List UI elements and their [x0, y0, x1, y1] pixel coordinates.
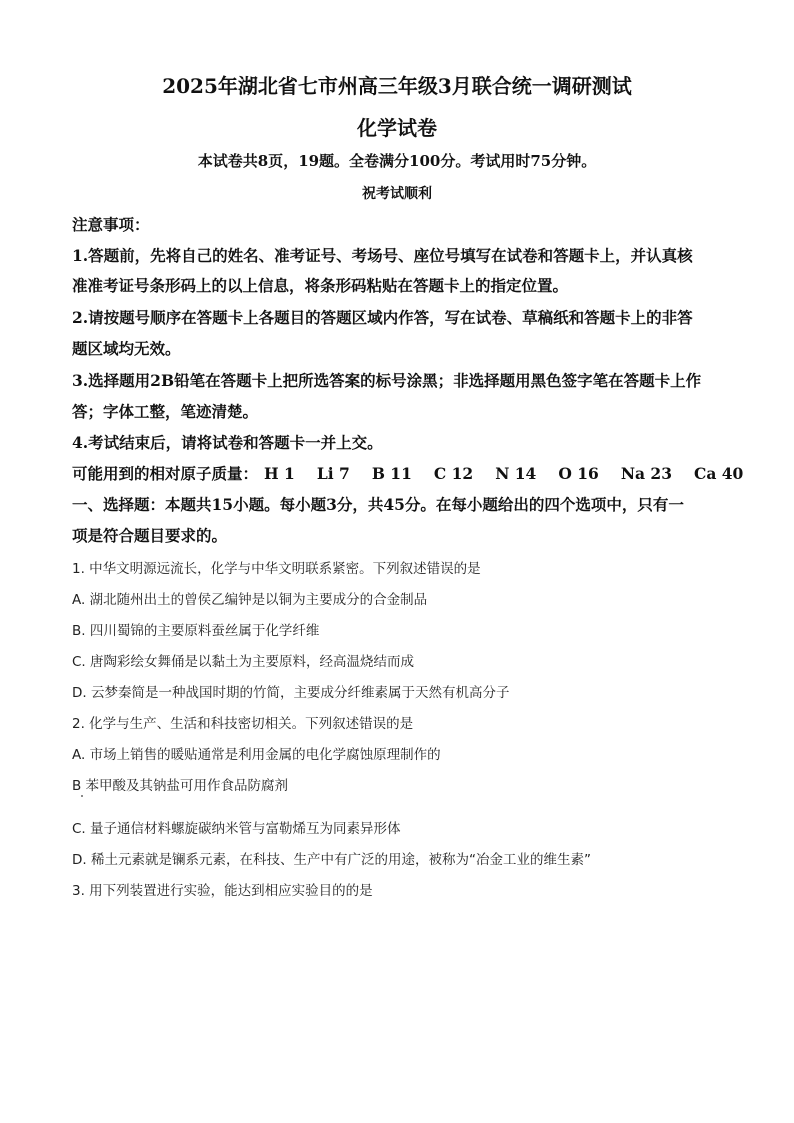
section-heading: 一、选择题：本题共15小题。每小题3分，共45分。在每小题给出的四个选项中，只有一 — [72, 495, 684, 514]
question-stem: 3. 用下列装置进行实验，能达到相应实验目的的是 — [72, 883, 373, 899]
notice-line: 2.请按题号顺序在答题卡上各题目的答题区域内作答，写在试卷、草稿纸和答题卡上的非答 — [72, 308, 693, 327]
atomic-mass-item: N 14 — [495, 464, 537, 483]
atomic-mass-label: 可能用到的相对原子质量： — [72, 464, 259, 483]
question-option: B 苯甲酸及其钠盐可用作食品防腐剂 — [72, 778, 289, 794]
atomic-mass-item: Na 23 — [620, 464, 672, 483]
notice-line: 题区域均无效。 — [72, 339, 181, 358]
question-option: A. 市场上销售的暖贴通常是利用金属的电化学腐蚀原理制作的 — [72, 747, 441, 763]
notice-heading: 注意事项： — [72, 215, 150, 234]
notice-line: 3.选择题用2B铅笔在答题卡上把所选答案的标号涂黑；非选择题用黑色签字笔在答题卡上作 — [72, 371, 702, 390]
notice-line: 1.答题前，先将自己的姓名、准考证号、考场号、座位号填写在试卷和答题卡上，并认真核 — [72, 246, 693, 265]
exam-intro: 本试卷共8页，19题。全卷满分100分。考试用时75分钟。 — [197, 152, 597, 170]
atomic-mass-row — [72, 462, 743, 484]
atomic-mass-item: O 16 — [558, 464, 599, 483]
question-option: C. 量子通信材料螺旋碳纳米管与富勒烯互为同素异形体 — [72, 821, 401, 837]
exam-wish: 祝考试顺利 — [362, 186, 432, 202]
notice-line: 准准考证号条形码上的以上信息，将条形码粘贴在答题卡上的指定位置。 — [72, 276, 569, 295]
section-heading-continued: 项是符合题目要求的。 — [72, 526, 228, 545]
atomic-mass-item: H 1 — [264, 464, 295, 483]
atomic-mass-item: Ca 40 — [694, 464, 744, 483]
question-stem: 1. 中华文明源远流长，化学与中华文明联系紧密。下列叙述错误的是 — [72, 561, 481, 577]
question-option: B. 四川蜀锦的主要原料蚕丝属于化学纤维 — [72, 623, 320, 639]
stray-mark — [81, 795, 83, 797]
exam-title: 2025年湖北省七市州高三年级3月联合统一调研测试 — [162, 74, 632, 98]
question-option: D. 云梦秦简是一种战国时期的竹简，主要成分纤维素属于天然有机高分子 — [72, 685, 510, 701]
notice-line: 答；字体工整，笔迹清楚。 — [72, 402, 259, 421]
subject-title: 化学试卷 — [357, 116, 437, 140]
atomic-mass-item: C 12 — [433, 464, 474, 483]
atomic-mass-item: B 11 — [371, 464, 412, 483]
atomic-mass-item: Li 7 — [316, 464, 350, 483]
question-stem: 2. 化学与生产、生活和科技密切相关。下列叙述错误的是 — [72, 716, 414, 732]
notice-line: 4.考试结束后，请将试卷和答题卡一并上交。 — [72, 433, 383, 452]
question-option: A. 湖北随州出土的曾侯乙编钟是以铜为主要成分的合金制品 — [72, 592, 428, 608]
question-option: C. 唐陶彩绘女舞俑是以黏土为主要原料，经高温烧结而成 — [72, 654, 415, 670]
question-option: D. 稀土元素就是镧系元素，在科技、生产中有广泛的用途，被称为“冶金工业的维生素” — [72, 852, 591, 868]
